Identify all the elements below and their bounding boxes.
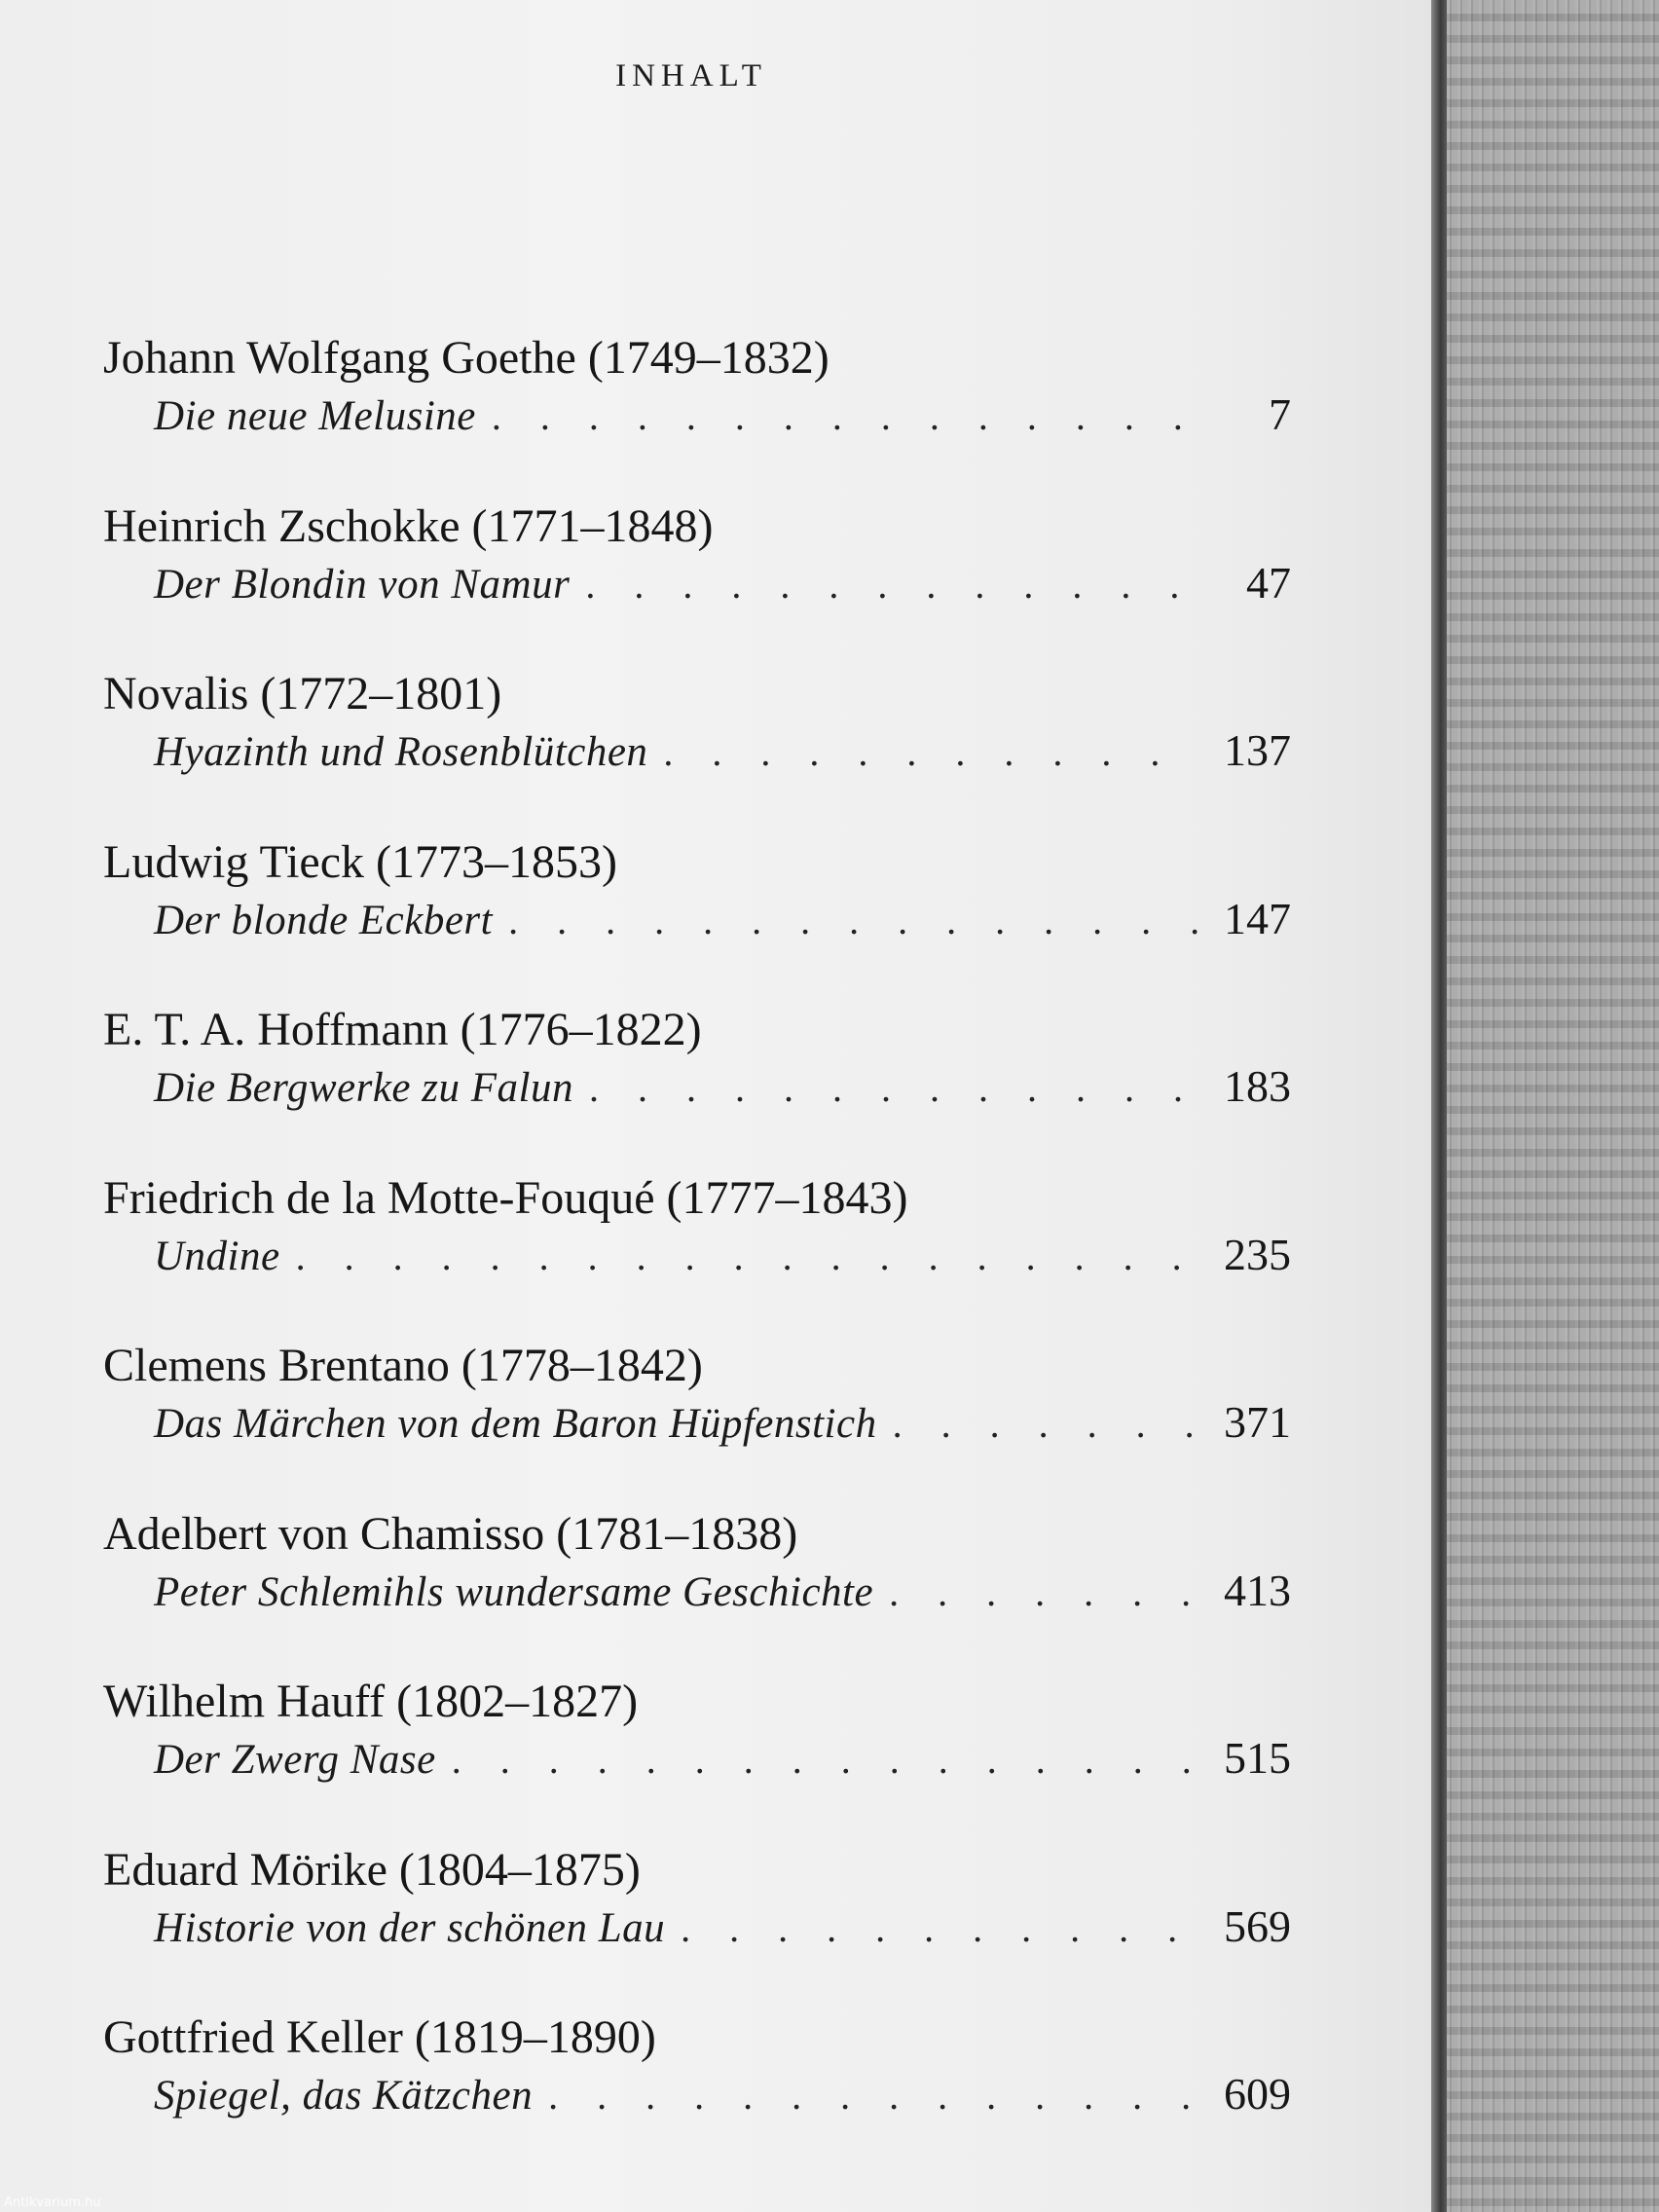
work-title: Der Blondin von Namur (154, 561, 571, 608)
page-number: 371 (1224, 1397, 1291, 1447)
work-line (154, 1731, 1291, 1786)
work-line (154, 387, 1291, 442)
author-name: Johann Wolfgang Goethe (1749–1832) (103, 332, 830, 384)
dot-leader (452, 1733, 1199, 1788)
dot-leader (548, 2069, 1199, 2123)
dot-leader (585, 558, 1199, 612)
table-of-contents (103, 329, 1291, 2177)
author-name: E. T. A. Hoffmann (1776–1822) (103, 1004, 702, 1055)
author-name: Clemens Brentano (1778–1842) (103, 1340, 703, 1391)
work-title: Der blonde Eckbert (154, 897, 494, 943)
author-name: Eduard Mörike (1804–1875) (103, 1843, 641, 1896)
dot-leader (296, 1230, 1199, 1284)
page-number: 413 (1224, 1565, 1291, 1615)
author-name: Friedrich de la Motte-Fouqué (1777–1843) (103, 1171, 908, 1224)
page-number: 47 (1246, 557, 1291, 608)
page-number: 147 (1224, 893, 1291, 943)
toc-entry (103, 498, 1291, 666)
author-name: Novalis (1772–1801) (103, 668, 502, 719)
dot-leader (663, 725, 1199, 780)
page-number: 7 (1269, 389, 1291, 439)
work-title: Historie von der schönen Lau (154, 1904, 666, 1951)
toc-entry (103, 2009, 1291, 2177)
work-line (154, 1228, 1291, 1282)
author-name: Ludwig Tieck (1773–1853) (103, 835, 617, 888)
author-name: Adelbert von Chamisso (1781–1838) (103, 1507, 798, 1560)
author-name: Wilhelm Hauff (1802–1827) (103, 1676, 639, 1727)
page-number: 569 (1224, 1900, 1291, 1951)
page-number: 609 (1224, 2069, 1291, 2119)
work-title: Hyazinth und Rosenblütchen (154, 729, 648, 775)
dot-leader (681, 1901, 1199, 1956)
work-title: Die neue Melusine (154, 393, 476, 439)
work-title: Peter Schlemihls wundersame Geschichte (154, 1568, 874, 1615)
toc-entry (103, 1841, 1291, 2009)
work-line (154, 1059, 1291, 1114)
page-number: 183 (1224, 1061, 1291, 1111)
dot-leader (889, 1566, 1199, 1620)
toc-entry (103, 1505, 1291, 1674)
dot-leader (589, 1061, 1199, 1116)
toc-entry (103, 1001, 1291, 1169)
work-title: Die Bergwerke zu Falun (154, 1065, 573, 1111)
dot-leader (508, 894, 1199, 948)
toc-entry (103, 833, 1291, 1002)
work-line (154, 1899, 1291, 1954)
watermark: Antikvarium.hu (4, 2195, 101, 2210)
page-number: 515 (1224, 1733, 1291, 1783)
work-line (154, 556, 1291, 610)
work-title: Der Zwerg Nase (154, 1737, 436, 1783)
toc-entry (103, 329, 1291, 498)
work-title: Undine (154, 1233, 280, 1279)
work-line (154, 1395, 1291, 1450)
toc-entry (103, 1673, 1291, 1841)
work-line (154, 1564, 1291, 1618)
work-line (154, 892, 1291, 946)
toc-entry (103, 1337, 1291, 1505)
page-edge-shadow (1431, 0, 1447, 2212)
page-number: 137 (1224, 725, 1291, 775)
page-number: 235 (1224, 1229, 1291, 1279)
contents-heading: INHALT (615, 58, 767, 93)
toc-entry (103, 665, 1291, 833)
work-title: Spiegel, das Kätzchen (154, 2073, 534, 2119)
author-name: Heinrich Zschokke (1771–1848) (103, 499, 714, 552)
dot-leader (492, 389, 1199, 444)
work-line (154, 723, 1291, 778)
work-title: Das Märchen von dem Baron Hüpfenstich (154, 1401, 877, 1447)
dot-leader (893, 1397, 1199, 1452)
wooden-background (1447, 0, 1659, 2212)
work-line (154, 2067, 1291, 2121)
author-name: Gottfried Keller (1819–1890) (103, 2011, 656, 2063)
toc-entry (103, 1169, 1291, 1338)
